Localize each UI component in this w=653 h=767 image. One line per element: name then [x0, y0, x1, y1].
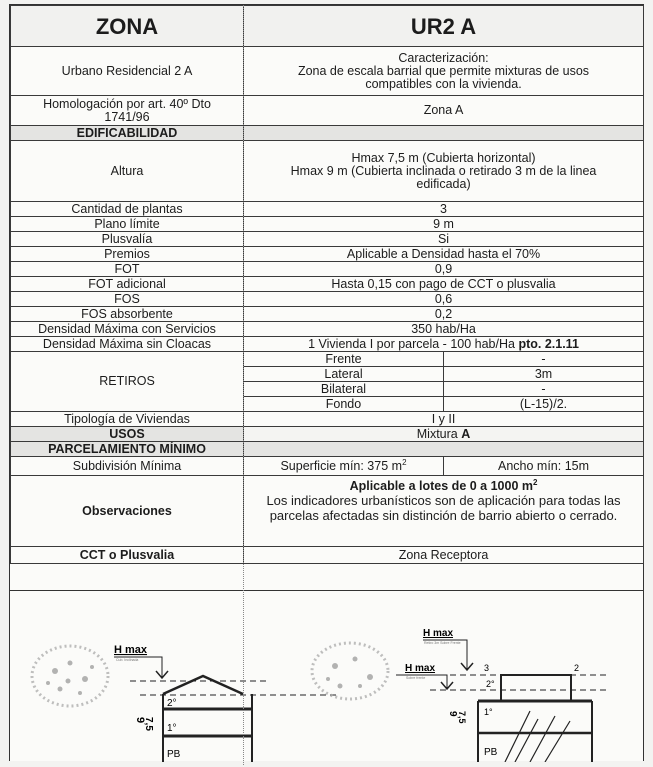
building-right: [396, 640, 610, 762]
observaciones-value: [244, 476, 644, 547]
building-left: [114, 657, 340, 762]
observaciones-row: [11, 476, 644, 547]
zone-characterization: [244, 47, 644, 96]
zoning-sheet: [9, 4, 644, 761]
right-hmax-top-sub: Retiro 3m Sobre Frente: [424, 641, 461, 645]
param-label: Cantidad de plantas: [11, 202, 244, 217]
cct-value: Zona Receptora: [244, 547, 644, 564]
densidad-text: 1 Vivienda I por parcela - 100 hab/Ha: [308, 336, 515, 351]
param-value: 0,2: [244, 307, 644, 322]
observaciones-title-text: Aplicable a lotes de 0 a 1000 m: [349, 479, 533, 493]
retiro-name: Fondo: [244, 397, 444, 412]
param-value: 0,9: [244, 262, 644, 277]
subdivision-ancho: Ancho mín: 15m: [444, 457, 644, 476]
right-floor-1: 1°: [484, 707, 493, 717]
header-zona: ZONA: [11, 6, 244, 47]
left-floor-2: 2°: [167, 698, 177, 709]
zone-name: Urbano Residencial 2 A: [11, 47, 244, 96]
retiro-value: (L-15)/2.: [444, 397, 644, 412]
zoning-table: [10, 5, 644, 564]
retiro-name: Lateral: [244, 367, 444, 382]
param-row: [11, 322, 644, 337]
observaciones-title: [248, 477, 639, 493]
usos-value: [244, 427, 644, 442]
densidad-sin-cloacas-label: Densidad Máxima sin Cloacas: [11, 337, 244, 352]
observaciones-text: Los indicadores urbanísticos son de aplicación para todas las parcelas afectadas sin distinción de barrio abierto o cerrado.: [266, 493, 621, 523]
subdivision-superficie: [244, 457, 444, 476]
param-value: Aplicable a Densidad hasta el 70%: [244, 247, 644, 262]
left-dim-9: 9: [134, 717, 146, 724]
superficie-exp: 2: [402, 457, 407, 467]
param-row: [11, 292, 644, 307]
cct-row: [11, 547, 644, 564]
param-value: 350 hab/Ha: [244, 322, 644, 337]
right-hmax-low-label: H max: [405, 663, 436, 674]
height-diagram-svg: [10, 591, 643, 762]
right-mark-3: 3: [484, 663, 490, 673]
homologation-row: [11, 96, 644, 126]
retiro-value: 3m: [444, 367, 644, 382]
densidad-ref: pto. 2.1.11: [518, 336, 579, 351]
observaciones-label: Observaciones: [11, 476, 244, 547]
retiro-row: [11, 352, 644, 367]
section-edificabilidad-blank: [244, 126, 644, 141]
param-label: FOT adicional: [11, 277, 244, 292]
tree-left-icon: [32, 646, 108, 706]
altura-row: [11, 141, 644, 202]
param-label: FOT: [11, 262, 244, 277]
param-label: Densidad Máxima con Servicios: [11, 322, 244, 337]
cct-label: CCT o Plusvalia: [11, 547, 244, 564]
right-hmax-low-sub: Sobre frente: [406, 676, 426, 680]
densidad-sin-cloacas-value: [244, 337, 644, 352]
right-dim-9: 9: [447, 711, 458, 717]
param-row: [11, 232, 644, 247]
right-mark-2: 2: [574, 663, 580, 673]
left-floor-1: 1°: [167, 723, 177, 734]
param-value: 0,6: [244, 292, 644, 307]
homologation-label: Homologación por art. 40º Dto 1741/96: [11, 96, 244, 126]
param-row: [11, 202, 644, 217]
param-label: Premios: [11, 247, 244, 262]
param-label: FOS absorbente: [11, 307, 244, 322]
right-floor-2: 2°: [486, 679, 495, 689]
param-label: FOS: [11, 292, 244, 307]
param-row: [11, 247, 644, 262]
param-label: Plano límite: [11, 217, 244, 232]
section-parcelamiento-label: PARCELAMIENTO MÍNIMO: [11, 442, 244, 457]
altura-value: [244, 141, 644, 202]
altura-line1: Hmax 7,5 m (Cubierta horizontal): [351, 150, 536, 165]
left-floor-pb: PB: [167, 749, 181, 760]
section-parcelamiento-blank: [244, 442, 644, 457]
param-row: [11, 262, 644, 277]
tree-right-icon: [312, 643, 388, 699]
right-floor-pb: PB: [484, 747, 498, 758]
left-hmax-sub: Cub. Inclinada: [116, 658, 139, 662]
header-zone-code: UR2 A: [244, 6, 644, 47]
densidad-sin-cloacas-row: [11, 337, 644, 352]
section-usos-label: USOS: [11, 427, 244, 442]
retiro-value: -: [444, 352, 644, 367]
usos-plain: Mixtura: [416, 426, 458, 441]
tipologia-row: [11, 412, 644, 427]
param-value: 9 m: [244, 217, 644, 232]
zone-row: [11, 47, 644, 96]
param-row: [11, 277, 644, 292]
section-edificabilidad: [11, 126, 644, 141]
param-row: [11, 307, 644, 322]
tipologia-value: I y II: [244, 412, 644, 427]
characterization-title: Caracterización:: [398, 50, 489, 65]
subdivision-row: [11, 457, 644, 476]
left-hmax-label: H max: [114, 644, 148, 656]
superficie-text: Superficie mín: 375 m: [280, 458, 403, 473]
param-label: Plusvalía: [11, 232, 244, 247]
param-value: 3: [244, 202, 644, 217]
subdivision-label: Subdivisión Mínima: [11, 457, 244, 476]
section-parcelamiento: [11, 442, 644, 457]
tipologia-label: Tipología de Viviendas: [11, 412, 244, 427]
retiros-label: RETIROS: [11, 352, 244, 412]
retiro-name: Frente: [244, 352, 444, 367]
homologation-value: Zona A: [244, 96, 644, 126]
header-row: [11, 6, 644, 47]
right-dim-75: 7,5: [457, 711, 467, 724]
height-diagram: [10, 590, 643, 762]
fold-line: [243, 5, 244, 765]
param-value: Hasta 0,15 con pago de CCT o plusvalia: [244, 277, 644, 292]
observaciones-title-exp: 2: [533, 477, 538, 487]
altura-label: Altura: [11, 141, 244, 202]
right-hmax-top-label: H max: [423, 628, 454, 639]
usos-bold: A: [461, 426, 471, 441]
retiro-name: Bilateral: [244, 382, 444, 397]
section-usos: [11, 427, 644, 442]
param-row: [11, 217, 644, 232]
param-value: Si: [244, 232, 644, 247]
characterization-text: Zona de escala barrial que permite mixturas de usos compatibles con la vivienda.: [297, 63, 590, 91]
section-edificabilidad-label: EDIFICABILIDAD: [11, 126, 244, 141]
retiro-value: -: [444, 382, 644, 397]
left-dim-75: 7,5: [143, 717, 154, 731]
altura-line2: Hmax 9 m (Cubierta inclinada o retirado 3 m de la linea edificada): [290, 163, 597, 191]
